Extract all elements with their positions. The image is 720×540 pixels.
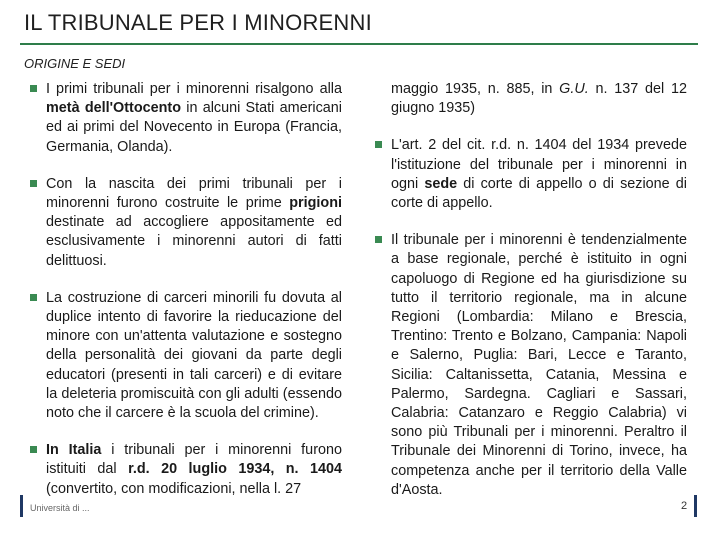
footer-right-bar [694,495,697,517]
bullet-item-prisons: Con la nascita dei primi tribunali per i minorenni furono costruite le prime prigioni destinate ad accogliere appositamente ed esclusivamente i minorenni autori di fatti delittuosi. [30,175,342,271]
bullet-item-regional-basis: Il tribunale per i minorenni è tendenzialmente a base regionale, perché è istituito in ogni capoluogo di Regione ed ha giurisdizione su tutto il territorio regionale, ma in alcune Regioni (Lombardia: Milano e Brescia, Trentino: Trento e Bolzano, Campania: Napoli e Salerno, Puglia: Bari, Lecce e Taranto, Sicilia: Caltanissetta, Catania, Messina e Palermo, Sardegna. Cagliari e Sassari, Calabria: Catanzaro e Reggio Calabria) vi sono più Tribunali per i minorenni. Peraltro il Tribunale dei Minorenni di Torino, invece, ha competenza anche per il territorio della Valle d'Aosta. [375,231,687,500]
square-bullet-icon [30,446,37,453]
left-column [30,80,342,517]
right-column [375,80,687,518]
square-bullet-icon [30,85,37,92]
page-title: IL TRIBUNALE PER I MINORENNI [24,10,372,35]
square-bullet-icon [375,236,382,243]
bullet-item-article-2: L'art. 2 del cit. r.d. n. 1404 del 1934 prevede l'istituzione del tribunale per i minorenni in ogni sede di corte di appello o di sezione di corte di appello. [375,136,687,213]
footer-left-bar [20,495,23,517]
section-subtitle: ORIGINE E SEDI [24,56,126,71]
continuation-text: maggio 1935, n. 885, in G.U. n. 137 del 12 giugno 1935) [391,81,687,117]
title-divider [20,43,698,45]
square-bullet-icon [375,141,382,148]
bullet-item-origins: I primi tribunali per i minorenni risalgono alla metà dell'Ottocento in alcuni Stati americani ed ai primi del Novecento in Europa (Francia, Germania, Olanda). [30,80,342,157]
bullet-item-italy: In Italia i tribunali per i minorenni furono istituiti dal r.d. 20 luglio 1934, n. 1404 (convertito, con modificazioni, nella l. 27 [30,441,342,499]
square-bullet-icon [30,294,37,301]
page-number: 2 [681,500,688,512]
footer-text: Università di ... [30,503,90,513]
bullet-item-juvenile-prisons: La costruzione di carceri minorili fu dovuta al duplice intento di favorire la rieducazione del minore con un'attenta valutazione e sostegno della personalità dei giovani da parte degli educatori (presenti in tali carceri) e di evitare la deleteria promiscuità con gli adulti (essendo noto che il carcere è la scuola del crimine). [30,289,342,423]
square-bullet-icon [30,180,37,187]
